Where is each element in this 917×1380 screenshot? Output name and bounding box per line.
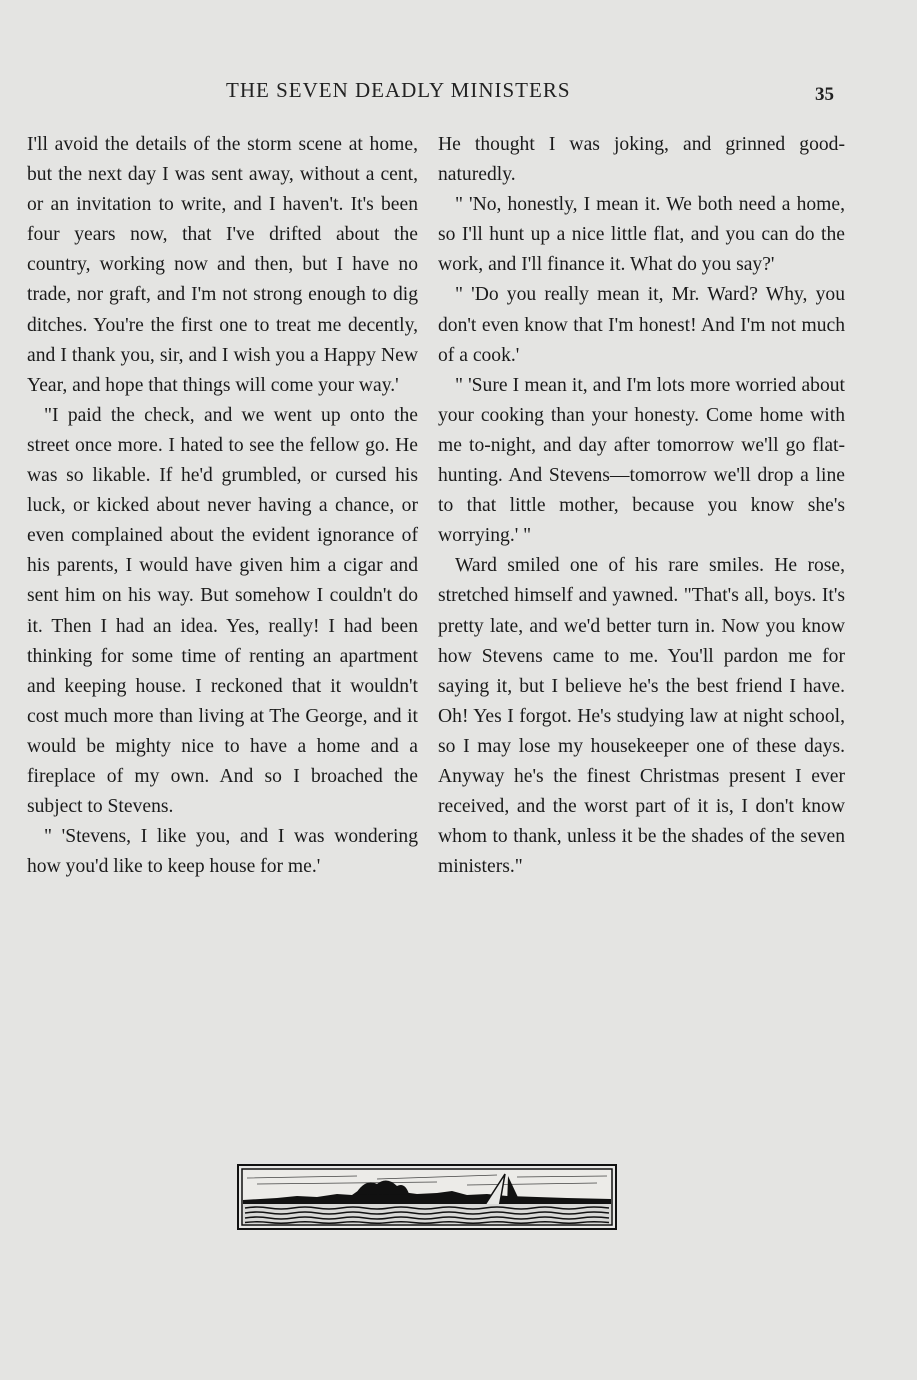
left-column xyxy=(27,130,418,882)
paragraph: "I paid the check, and we went up onto the street once more. I hated to see the fellow go. He was so likable. If he'd grumbled, or cursed his luck, or kicked about never having a chance, or even complained about the evident ignorance of his parents, I would have given him a cigar and sent him on his way. But somehow I couldn't do it. Then I had an idea. Yes, really! I had been thinking for some time of renting an apartment and keeping house. I reckoned that it wouldn't cost much more than living at The George, and it would be mighty nice to have a home and a fireplace of my own. And so I broached the subject to Stevens. xyxy=(27,404,418,818)
right-column xyxy=(438,130,845,882)
paragraph: He thought I was joking, and grinned good-naturedly. xyxy=(438,134,845,186)
paragraph: " 'Stevens, I like you, and I was wondering how you'd like to keep house for me.' xyxy=(27,826,418,878)
paragraph: Ward smiled one of his rare smiles. He rose, stretched himself and yawned. "That's all, boys. It's pretty late, and we'd better turn in. Now you know how Stevens came to me. You'll pardon me for saying it, but I believe he's the best friend I have. Oh! Yes I forgot. He's studying law at night school, so I may lose my housekeeper one of these days. Anyway he's the finest Christmas present I ever received, and the worst part of it is, I don't know whom to thank, unless it be the shades of the seven ministers." xyxy=(438,555,845,878)
running-title: THE SEVEN DEADLY MINISTERS xyxy=(226,78,571,102)
page-number: 35 xyxy=(815,84,834,105)
paragraph: " 'Do you really mean it, Mr. Ward? Why, you don't even know that I'm honest! And I'm not much of a cook.' xyxy=(438,284,845,366)
paragraph: " 'Sure I mean it, and I'm lots more worried about your cooking than your honesty. Come home with me to-night, and day after tomorrow we'll go flat-hunting. And Stevens—tomorrow we'll drop a line to that little mother, because you know she's worrying.' " xyxy=(438,374,845,547)
paragraph: I'll avoid the details of the storm scene at home, but the next day I was sent away, without a cent, or an invitation to write, and I haven't. It's been four years now, that I've drifted about the country, working now and then, but I have no trade, nor graft, and I'm not strong enough to dig ditches. You're the first one to treat me decently, and I thank you, sir, and I wish you a Happy New Year, and hope that things will come your way.' xyxy=(27,134,418,396)
seascape-ornament xyxy=(237,1164,617,1230)
paragraph: " 'No, honestly, I mean it. We both need a home, so I'll hunt up a nice little flat, and you can do the work, and I'll finance it. What do you say?' xyxy=(438,194,845,276)
